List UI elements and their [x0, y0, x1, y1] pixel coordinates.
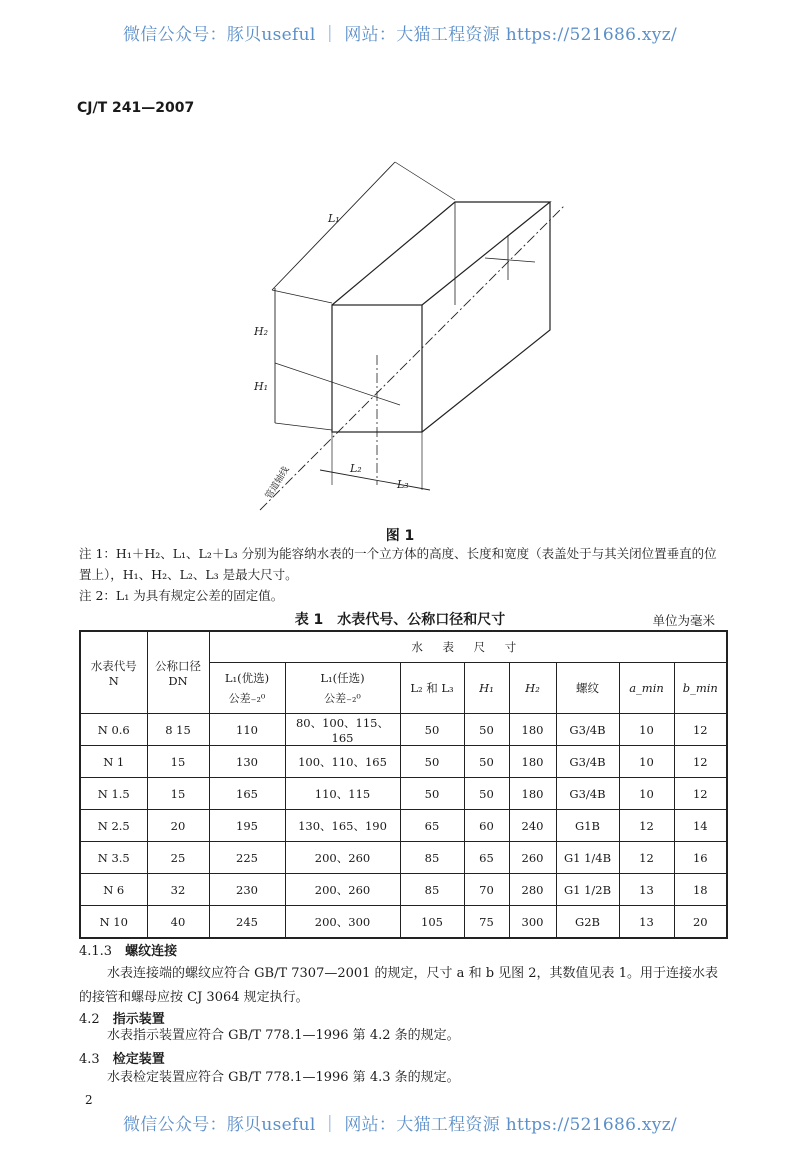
- cell-h1: 60: [464, 810, 509, 842]
- cell-l2l3: 65: [400, 810, 464, 842]
- table-row: [80, 746, 727, 778]
- cell-dn: 15: [147, 746, 209, 778]
- header-code: 水表代号 N: [80, 631, 147, 714]
- cell-code: N 6: [80, 874, 147, 906]
- cell-h2: 240: [509, 810, 556, 842]
- cell-l2l3: 50: [400, 778, 464, 810]
- cell-l1o: 200、260: [285, 842, 400, 874]
- section-4-1-3-heading: 4.1.3 螺纹连接: [79, 944, 178, 959]
- section-4-1-3-text: 水表连接端的螺纹应符合 GB/T 7307—2001 的规定，尺寸 a 和 b 见图 2，其数值见表 1。用于连接水表的接管和螺母应按 CJ 3064 规定执行。: [79, 966, 718, 1005]
- section-4-2-heading: 4.2 指示装置: [79, 1012, 165, 1027]
- cell-code: N 1.5: [80, 778, 147, 810]
- label-l2: L₂: [350, 462, 362, 475]
- cell-l1p: 230: [209, 874, 285, 906]
- header-bmin: b_min: [674, 663, 727, 714]
- cell-l1o: 200、260: [285, 874, 400, 906]
- table-row: [80, 778, 727, 810]
- cell-code: N 3.5: [80, 842, 147, 874]
- header-l2l3: L₂ 和 L₃: [400, 663, 464, 714]
- cell-l1o: 100、110、165: [285, 746, 400, 778]
- cell-h2: 300: [509, 906, 556, 939]
- cell-code: N 10: [80, 906, 147, 939]
- header-l1-pref: L₁(优选) 公差₋₂⁰: [209, 663, 285, 714]
- page-number: 2: [85, 1093, 93, 1107]
- cell-l2l3: 105: [400, 906, 464, 939]
- label-pipe-axis: 管道轴线: [264, 465, 292, 502]
- cell-a: 10: [619, 778, 674, 810]
- cell-l1o: 200、300: [285, 906, 400, 939]
- cell-dn: 15: [147, 778, 209, 810]
- cell-thread: G3/4B: [556, 746, 619, 778]
- cell-h1: 50: [464, 714, 509, 746]
- table-row: [80, 714, 727, 746]
- cell-b: 16: [674, 842, 727, 874]
- label-l1: L₁: [328, 212, 340, 225]
- cell-a: 12: [619, 810, 674, 842]
- section-4-3-text: 水表检定装置应符合 GB/T 778.1—1996 第 4.3 条的规定。: [107, 1070, 460, 1085]
- cell-l1p: 130: [209, 746, 285, 778]
- header-l1-opt: L₁(任选) 公差₋₂⁰: [285, 663, 400, 714]
- standard-code: CJ/T 241—2007: [77, 100, 195, 116]
- header-amin: a_min: [619, 663, 674, 714]
- right-face: [422, 202, 550, 432]
- cell-code: N 1: [80, 746, 147, 778]
- cell-a: 13: [619, 874, 674, 906]
- cell-dn: 40: [147, 906, 209, 939]
- top-face: [332, 202, 550, 305]
- cell-code: N 0.6: [80, 714, 147, 746]
- cell-thread: G3/4B: [556, 714, 619, 746]
- cell-b: 20: [674, 906, 727, 939]
- cell-l1o: 130、165、190: [285, 810, 400, 842]
- table-body: [80, 714, 727, 939]
- cell-l1p: 245: [209, 906, 285, 939]
- dimensions-table: [79, 630, 728, 939]
- cell-b: 12: [674, 714, 727, 746]
- cell-a: 13: [619, 906, 674, 939]
- cell-b: 18: [674, 874, 727, 906]
- cell-h1: 65: [464, 842, 509, 874]
- watermark-bottom: 微信公众号：豚贝useful ｜ 网站：大猫工程资源 https://521686.xyz/: [123, 1115, 677, 1135]
- cell-dn: 8 15: [147, 714, 209, 746]
- cell-l1p: 110: [209, 714, 285, 746]
- cell-l1o: 110、115: [285, 778, 400, 810]
- cell-h1: 75: [464, 906, 509, 939]
- cell-a: 12: [619, 842, 674, 874]
- cell-a: 10: [619, 746, 674, 778]
- header-h1: H₁: [464, 663, 509, 714]
- table-row: [80, 906, 727, 939]
- cell-code: N 2.5: [80, 810, 147, 842]
- section-4-3-heading: 4.3 检定装置: [79, 1052, 165, 1067]
- cell-a: 10: [619, 714, 674, 746]
- header-thread: 螺纹: [556, 663, 619, 714]
- cell-b: 14: [674, 810, 727, 842]
- table-row: [80, 874, 727, 906]
- note-2: 注 2：L₁ 为具有规定公差的固定值。: [79, 588, 284, 603]
- table-unit: 单位为毫米: [652, 613, 715, 628]
- table-title: 表 1 水表代号、公称口径和尺寸: [294, 612, 506, 628]
- cell-l1o: 80、100、115、165: [285, 714, 400, 746]
- cell-b: 12: [674, 778, 727, 810]
- cell-b: 12: [674, 746, 727, 778]
- cell-thread: G1 1/4B: [556, 842, 619, 874]
- cell-h2: 280: [509, 874, 556, 906]
- label-l3: L₃: [397, 478, 409, 491]
- cell-h2: 260: [509, 842, 556, 874]
- cell-h2: 180: [509, 746, 556, 778]
- cell-l1p: 225: [209, 842, 285, 874]
- header-group: 水 表 尺 寸: [209, 631, 727, 663]
- section-4-2-text: 水表指示装置应符合 GB/T 778.1—1996 第 4.2 条的规定。: [107, 1028, 460, 1043]
- cell-l1p: 165: [209, 778, 285, 810]
- note-1: 注 1：H₁＋H₂、L₁、L₂＋L₃ 分别为能容纳水表的一个立方体的高度、长度和宽度（表盖处于与其关闭位置垂直的位置上），H₁、H₂、L₂、L₃ 是最大尺寸。: [79, 546, 717, 582]
- cell-h1: 50: [464, 778, 509, 810]
- header-h2: H₂: [509, 663, 556, 714]
- cell-thread: G1 1/2B: [556, 874, 619, 906]
- cell-h2: 180: [509, 714, 556, 746]
- cell-l2l3: 85: [400, 874, 464, 906]
- cell-l2l3: 50: [400, 746, 464, 778]
- table-row: [80, 810, 727, 842]
- cell-dn: 20: [147, 810, 209, 842]
- header-dn: 公称口径 DN: [147, 631, 209, 714]
- cell-thread: G2B: [556, 906, 619, 939]
- table-row: [80, 842, 727, 874]
- cell-l1p: 195: [209, 810, 285, 842]
- cell-h2: 180: [509, 778, 556, 810]
- watermark-top: 微信公众号：豚贝useful ｜ 网站：大猫工程资源 https://521686.xyz/: [123, 25, 677, 45]
- cell-h1: 50: [464, 746, 509, 778]
- cell-dn: 32: [147, 874, 209, 906]
- cell-l2l3: 85: [400, 842, 464, 874]
- cell-h1: 70: [464, 874, 509, 906]
- cuboid-figure: [240, 150, 580, 520]
- cell-thread: G3/4B: [556, 778, 619, 810]
- figure-caption: 图 1: [385, 528, 415, 544]
- label-h1: H₁: [254, 380, 269, 393]
- label-h2: H₂: [254, 325, 269, 338]
- cell-dn: 25: [147, 842, 209, 874]
- cell-l2l3: 50: [400, 714, 464, 746]
- cell-thread: G1B: [556, 810, 619, 842]
